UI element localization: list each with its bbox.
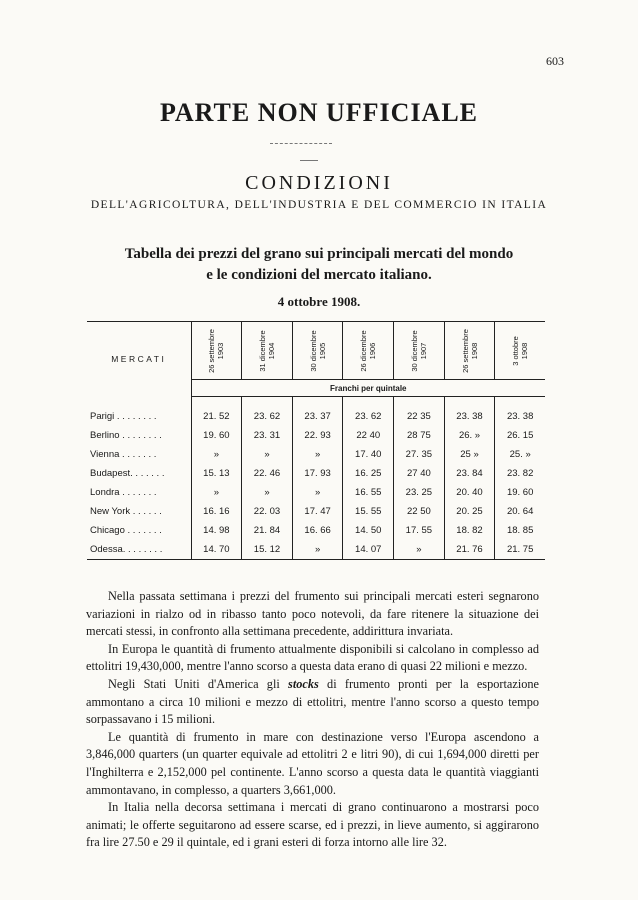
table-row <box>87 540 545 560</box>
price-cell: 23. 25 <box>394 483 445 502</box>
table-title-line-1: Tabella dei prezzi del grano sui principali mercati del mondo <box>124 246 514 262</box>
price-cell: 16. 16 <box>191 502 242 521</box>
price-cell: 14. 98 <box>191 521 242 540</box>
table-date: 4 ottobre 1908. <box>277 294 361 309</box>
date-header-year: 1908 <box>520 342 530 359</box>
article-heading: CONDIZIONI <box>245 172 393 194</box>
date-header-year: 1903 <box>216 342 226 359</box>
price-cell: 23. 62 <box>343 407 394 426</box>
price-cell: » <box>191 483 242 502</box>
price-cell: 22. 03 <box>242 502 293 521</box>
table-title-line-2: e le condizioni del mercato italiano. <box>206 267 432 283</box>
wheat-price-table <box>87 321 545 560</box>
decorative-rule-short <box>300 160 318 161</box>
date-header-year: 1906 <box>368 342 378 359</box>
price-cell: 25 » <box>444 445 495 464</box>
price-cell: 23. 84 <box>444 464 495 483</box>
price-cell: » <box>242 483 293 502</box>
date-header-day: 26 dicembre <box>359 329 369 372</box>
units-label: Franchi per quintale <box>191 380 545 397</box>
table-row <box>87 502 545 521</box>
market-name: Vienna . . . . . . . <box>90 449 157 460</box>
market-name: Londra . . . . . . . <box>90 487 157 498</box>
paragraph: In Italia nella decorsa settimana i mercati di grano continuarono a mostrarsi poco animati; le offerte seguitarono ad essere scarse, ed i prezzi, in lieve aumento, si aggirarono fra lire 27.50 e 29 il quintale, ed i grani esteri di forza intorno alle lire 32. <box>86 800 539 850</box>
paragraph: Le quantità di frumento in mare con destinazione verso l'Europa ascendono a 3,846,000 quarters (un quarter equivale ad ettolitri 2 e litri 90), di cui 1,694,000 diretti per l'Inghilterra e 2,152,000 pel continente. L'anno scorso a questa data le quantità viaggianti ammontavano, in complesso, a quarters 3,661,000. <box>86 729 539 797</box>
price-cell: 18. 82 <box>444 521 495 540</box>
decorative-rule <box>270 143 332 144</box>
price-cell: 16. 66 <box>292 521 343 540</box>
price-cell: 17. 40 <box>343 445 394 464</box>
table-row <box>87 464 545 483</box>
price-cell: 27. 35 <box>394 445 445 464</box>
paragraph <box>86 676 539 729</box>
price-cell: » <box>191 445 242 464</box>
date-header <box>343 322 394 380</box>
date-header <box>191 322 242 380</box>
price-cell: 20. 40 <box>444 483 495 502</box>
date-header-day: 3 ottobre <box>511 335 521 366</box>
table-row <box>87 426 545 445</box>
price-cell: 19. 60 <box>495 483 545 502</box>
price-cell: 18. 85 <box>495 521 545 540</box>
date-header-day: 26 settembre <box>460 328 470 373</box>
market-name: Parigi . . . . . . . . <box>90 411 157 422</box>
paragraph: Nella passata settimana i prezzi del frumento sui principali mercati esteri segnarono variazioni in rialzo od in ribasso tanto poco notevoli, da fare ritenere la situazione dei mercati stessi, in confronto alla settimana precedente, addirittura invariata. <box>86 589 539 639</box>
table-row <box>87 445 545 464</box>
price-cell: 20. 64 <box>495 502 545 521</box>
price-cell: 16. 25 <box>343 464 394 483</box>
price-cell: 22 50 <box>394 502 445 521</box>
price-cell: 21. 84 <box>242 521 293 540</box>
market-name: Chicago . . . . . . . <box>90 525 162 536</box>
paragraph-text: Negli Stati Uniti d'America gli <box>108 676 280 691</box>
price-cell: 17. 55 <box>394 521 445 540</box>
market-name: Odessa. . . . . . . . <box>87 540 191 560</box>
paragraph: In Europa le quantità di frumento attualmente disponibili si calcolano in complesso ad ettolitri 19,430,000, mentre l'anno scorso a questa data erano di quasi 22 milioni e mezzo. <box>86 641 539 674</box>
market-name: Budapest. . . . . . . <box>90 468 165 479</box>
price-cell: 14. 07 <box>343 540 394 560</box>
price-cell: 22. 93 <box>292 426 343 445</box>
price-cell: » <box>292 483 343 502</box>
price-cell: » <box>394 540 445 560</box>
stocks-term: stocks <box>288 676 319 691</box>
price-cell: 27 40 <box>394 464 445 483</box>
price-cell: 21. 75 <box>495 540 545 560</box>
price-cell: 25. » <box>495 445 545 464</box>
price-cell: 14. 50 <box>343 521 394 540</box>
date-header <box>394 322 445 380</box>
date-header-day: 31 dicembre <box>258 329 268 372</box>
price-cell: 23. 38 <box>444 407 495 426</box>
paragraph-text: di frumento pronti per la esportazione ammontano a circa 10 milioni e mezzo di ettolitri, mentre l'anno scorso a questo tempo sorpassavano i 15 milioni. <box>86 676 539 727</box>
spacer-row <box>87 397 545 408</box>
price-cell: 23. 82 <box>495 464 545 483</box>
date-header <box>495 322 545 380</box>
price-cell: 22 35 <box>394 407 445 426</box>
price-cell: 23. 31 <box>242 426 293 445</box>
date-header-year: 1907 <box>418 342 428 359</box>
price-cell: 17. 47 <box>292 502 343 521</box>
price-cell: 26. » <box>444 426 495 445</box>
price-cell: 23. 62 <box>242 407 293 426</box>
market-column-header: MERCATI <box>87 322 191 397</box>
date-header-day: 26 settembre <box>207 328 217 373</box>
price-cell: 15. 55 <box>343 502 394 521</box>
table-title <box>0 244 638 286</box>
price-cell: 23. 38 <box>495 407 545 426</box>
date-header-year: 1905 <box>317 342 327 359</box>
price-cell: 26. 15 <box>495 426 545 445</box>
date-header <box>242 322 293 380</box>
price-cell: 16. 55 <box>343 483 394 502</box>
price-cell: 20. 25 <box>444 502 495 521</box>
table-row <box>87 521 545 540</box>
price-cell: 21. 52 <box>191 407 242 426</box>
market-name: Berlino . . . . . . . . <box>90 430 162 441</box>
price-cell: 23. 37 <box>292 407 343 426</box>
date-header-day: 30 dicembre <box>409 329 419 372</box>
price-cell: 22. 46 <box>242 464 293 483</box>
price-cell: 19. 60 <box>191 426 242 445</box>
article-body <box>86 588 539 852</box>
price-cell: 15. 12 <box>242 540 293 560</box>
price-cell: 28 75 <box>394 426 445 445</box>
date-header-day: 30 dicembre <box>308 329 318 372</box>
price-cell: 17. 93 <box>292 464 343 483</box>
page-number: 603 <box>546 54 564 68</box>
price-cell: 22 40 <box>343 426 394 445</box>
section-title: PARTE NON UFFICIALE <box>159 98 479 127</box>
table-row <box>87 407 545 426</box>
date-header <box>444 322 495 380</box>
price-cell: » <box>292 445 343 464</box>
market-name: New York . . . . . . <box>90 506 162 517</box>
table-row <box>87 483 545 502</box>
date-header-year: 1908 <box>469 342 479 359</box>
date-header <box>292 322 343 380</box>
price-cell: » <box>242 445 293 464</box>
price-cell: 14. 70 <box>191 540 242 560</box>
price-cell: 15. 13 <box>191 464 242 483</box>
price-cell: » <box>292 540 343 560</box>
price-cell: 21. 76 <box>444 540 495 560</box>
date-header-year: 1904 <box>267 342 277 359</box>
article-subheading: DELL'AGRICOLTURA, DELL'INDUSTRIA E DEL COMMERCIO IN ITALIA <box>90 199 548 211</box>
